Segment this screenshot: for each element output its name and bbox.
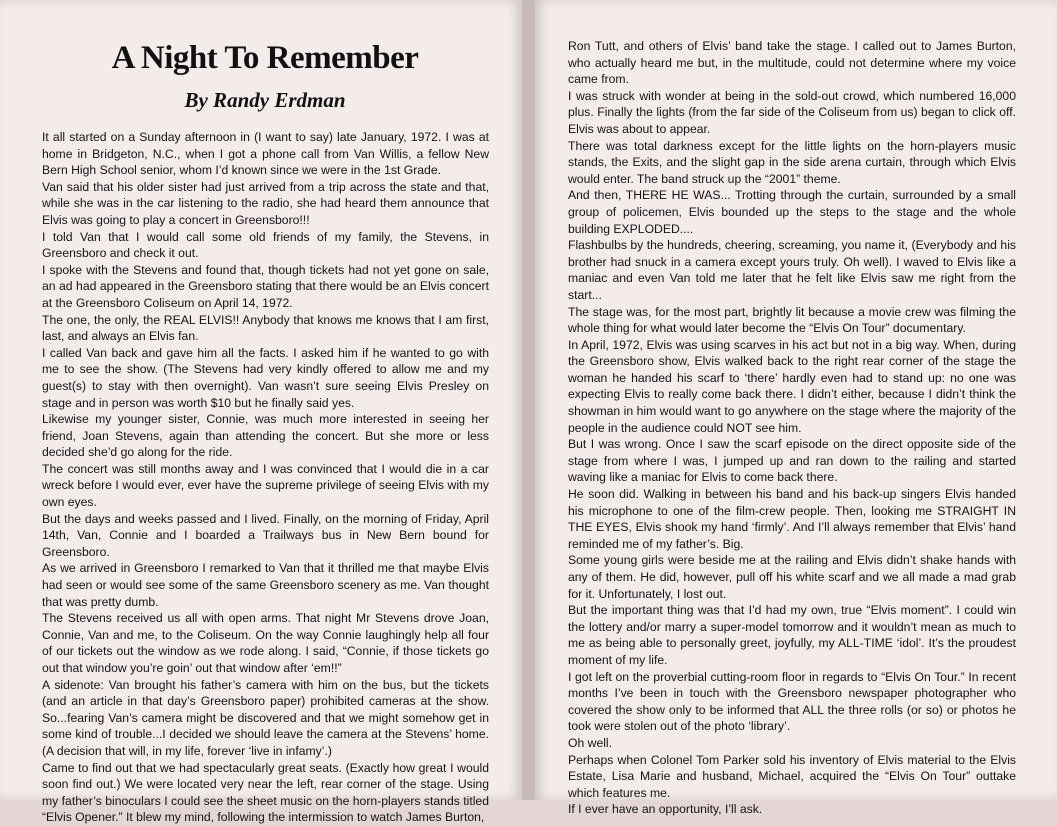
paragraph: Likewise my younger sister, Connie, was much more interested in seeing her friend, Joan Stevens, again than attending the concert. But she more or less decided she’d go along for the ride. — [42, 412, 489, 460]
paragraph: A sidenote: Van brought his father’s camera with him on the bus, but the tickets (and an article in that day’s Greensboro paper) prohibited cameras at the show. So...fearing Van’s camera might be discovered and that we might somehow get in some kind of trouble...I decided we should leave the camera at the Stevens’ home. (A decision that will, in my life, forever ‘live in infamy’.) — [42, 677, 489, 758]
paragraph: I was struck with wonder at being in the sold-out crowd, which numbered 16,000 plus. Finally the lights (from the far side of the Coliseum from us) began to click off. Elvis was about to appear. — [568, 88, 1016, 136]
article-title: A Night To Remember — [111, 40, 419, 76]
paragraph: I got left on the proverbial cutting-room floor in regards to “Elvis On Tour.” In recent months I’ve been in touch with the Greensboro newspaper photographer who covered the show only to be informed that ALL the three rolls (or so) or photos he took were stolen out of the photo ‘library’. — [568, 669, 1016, 734]
paragraph: But I was wrong. Once I saw the scarf episode on the direct opposite side of the stage from where I was, I jumped up and ran down to the railing and started waving like a maniac for Elvis to come back there. — [568, 437, 1016, 485]
paragraph: In April, 1972, Elvis was using scarves in his act but not in a big way. When, during the Greensboro show, Elvis walked back to the right rear corner of the stage the woman he handed his scarf to ‘there’ hardly even had to stand up: no one was expecting Elvis to really come back there. I didn’t either, because I didn’t think the showman in him would want to go anywhere on the stage where the majority of the people in the audience could NOT see him. — [568, 337, 1016, 435]
paragraph: It all started on a Sunday afternoon in (I want to say) late January, 1972. I was at home in Bridgeton, N.C., when I got a phone call from Van Willis, a fellow New Bern High School senior, whom I’d known since we were in the 1st Grade. — [42, 130, 489, 178]
paragraph: But the days and weeks passed and I lived. Finally, on the morning of Friday, April 14th, Van, Connie and I boarded a Trailways bus in New Bern bound for Greensboro. — [42, 511, 489, 559]
right-body-text — [568, 38, 1016, 818]
spine-gutter — [522, 0, 535, 800]
paragraph: I called Van back and gave him all the facts. I asked him if he wanted to go with me to see the show. (The Stevens had very kindly offered to allow me and my guest(s) to stay with then overnight). Van wasn’t sure seeing Elvis Presley on stage and in person was worth $10 but he finally said yes. — [42, 345, 489, 410]
paragraph: Perhaps when Colonel Tom Parker sold his inventory of Elvis material to the Elvis Estate, Lisa Marie and husband, Michael, acquired the “Elvis On Tour” outtake which features me. — [568, 752, 1016, 800]
paragraph: The Stevens received us all with open arms. That night Mr Stevens drove Joan, Connie, Van and me, to the Coliseum. On the way Connie laughingly help all four of our tickets out the window as we rode along. I said, “Connie, if those tickets go out that window you’re goin’ out that window after ‘em!!” — [42, 611, 489, 675]
left-page — [0, 0, 522, 825]
paragraph: As we arrived in Greensboro I remarked to Van that it thrilled me that maybe Elvis had seen or would see some of the same Greensboro scenery as me. Van thought that was pretty dumb. — [42, 561, 489, 609]
paragraph: Van said that his older sister had just arrived from a trip across the state and that, while she was in the car listening to the radio, she had heard them announce that Elvis was going to play a concert in Greensboro!!! — [42, 179, 489, 227]
right-page — [535, 0, 1057, 817]
paragraph: The one, the only, the REAL ELVIS!! Anybody that knows me knows that I am first, last, and always an Elvis fan. — [42, 312, 489, 344]
paragraph: And then, THERE HE WAS... Trotting through the curtain, surrounded by a small group of policemen, Elvis bounded up the steps to the stage and the whole building EXPLODED.... — [568, 188, 1016, 236]
article-byline: By Randy Erdman — [184, 88, 346, 112]
paragraph: Some young girls were beside me at the railing and Elvis didn’t shake hands with any of them. He did, however, pull off his white scarf and we all made a mad grab for it. Unfortunately, I lost out. — [568, 553, 1016, 601]
paragraph: He soon did. Walking in between his band and his back-up singers Elvis handed his microphone to one of the film-crew people. Then, looking me STRAIGHT IN THE EYES, Elvis shook my hand ‘firmly’. And I’ll always remember that Elvis’ hand reminded me of my father’s. Big. — [568, 487, 1016, 551]
paragraph: Oh well. — [568, 735, 613, 750]
paragraph: If I ever have an opportunity, I’ll ask. — [568, 802, 763, 817]
paragraph: I told Van that I would call some old friends of my family, the Stevens, in Greensboro and check it out. — [42, 229, 489, 261]
paragraph: I spoke with the Stevens and found that, though tickets had not yet gone on sale, an ad had appeared in the Greensboro stating that there would be an Elvis concert at the Greensboro Coliseum on April 14, 1972. — [42, 262, 489, 310]
paragraph: The stage was, for the most part, brightly lit because a movie crew was filming the whole thing for what would later become the “Elvis On Tour” documentary. — [568, 304, 1016, 336]
paragraph: Flashbulbs by the hundreds, cheering, screaming, you name it, (Everybody and his brother had snuck in a camera except yours truly. Oh well). I waved to Elvis like a maniac and even Van told me later that he felt like Elvis saw me right from the start... — [568, 238, 1016, 302]
paragraph: Ron Tutt, and others of Elvis’ band take the stage. I called out to James Burton, who actually heard me but, in the multitude, could not determine where my voice came from. — [568, 39, 1016, 87]
paragraph: The concert was still months away and I was convinced that I would die in a car wreck before I would ever, ever have the supreme privilege of seeing Elvis with my own eyes. — [42, 461, 489, 510]
paragraph: But the important thing was that I’d had my own, true “Elvis moment”. I could win the lottery and/or marry a super-model tomorrow and it wouldn’t mean as much to me as being able to personally greet, joyfully, my ALL-TIME ‘idol’. It’s the proudest moment of my life. — [568, 603, 1016, 667]
paragraph: There was total darkness except for the little lights on the horn-players music stands, the Exits, and the slight gap in the side arena curtain, through which Elvis would enter. The band struck up the “2001” theme. — [568, 138, 1016, 186]
paragraph: Came to find out that we had spectacularly great seats. (Exactly how great I would soon find out.) We were located very near the left, rear corner of the stage. Using my father’s binoculars I could see the sheet music on the horn-players stands titled “Elvis Opener.” It blew my mind, following the intermission to watch James Burton, — [42, 760, 489, 825]
left-body-text — [42, 129, 489, 826]
